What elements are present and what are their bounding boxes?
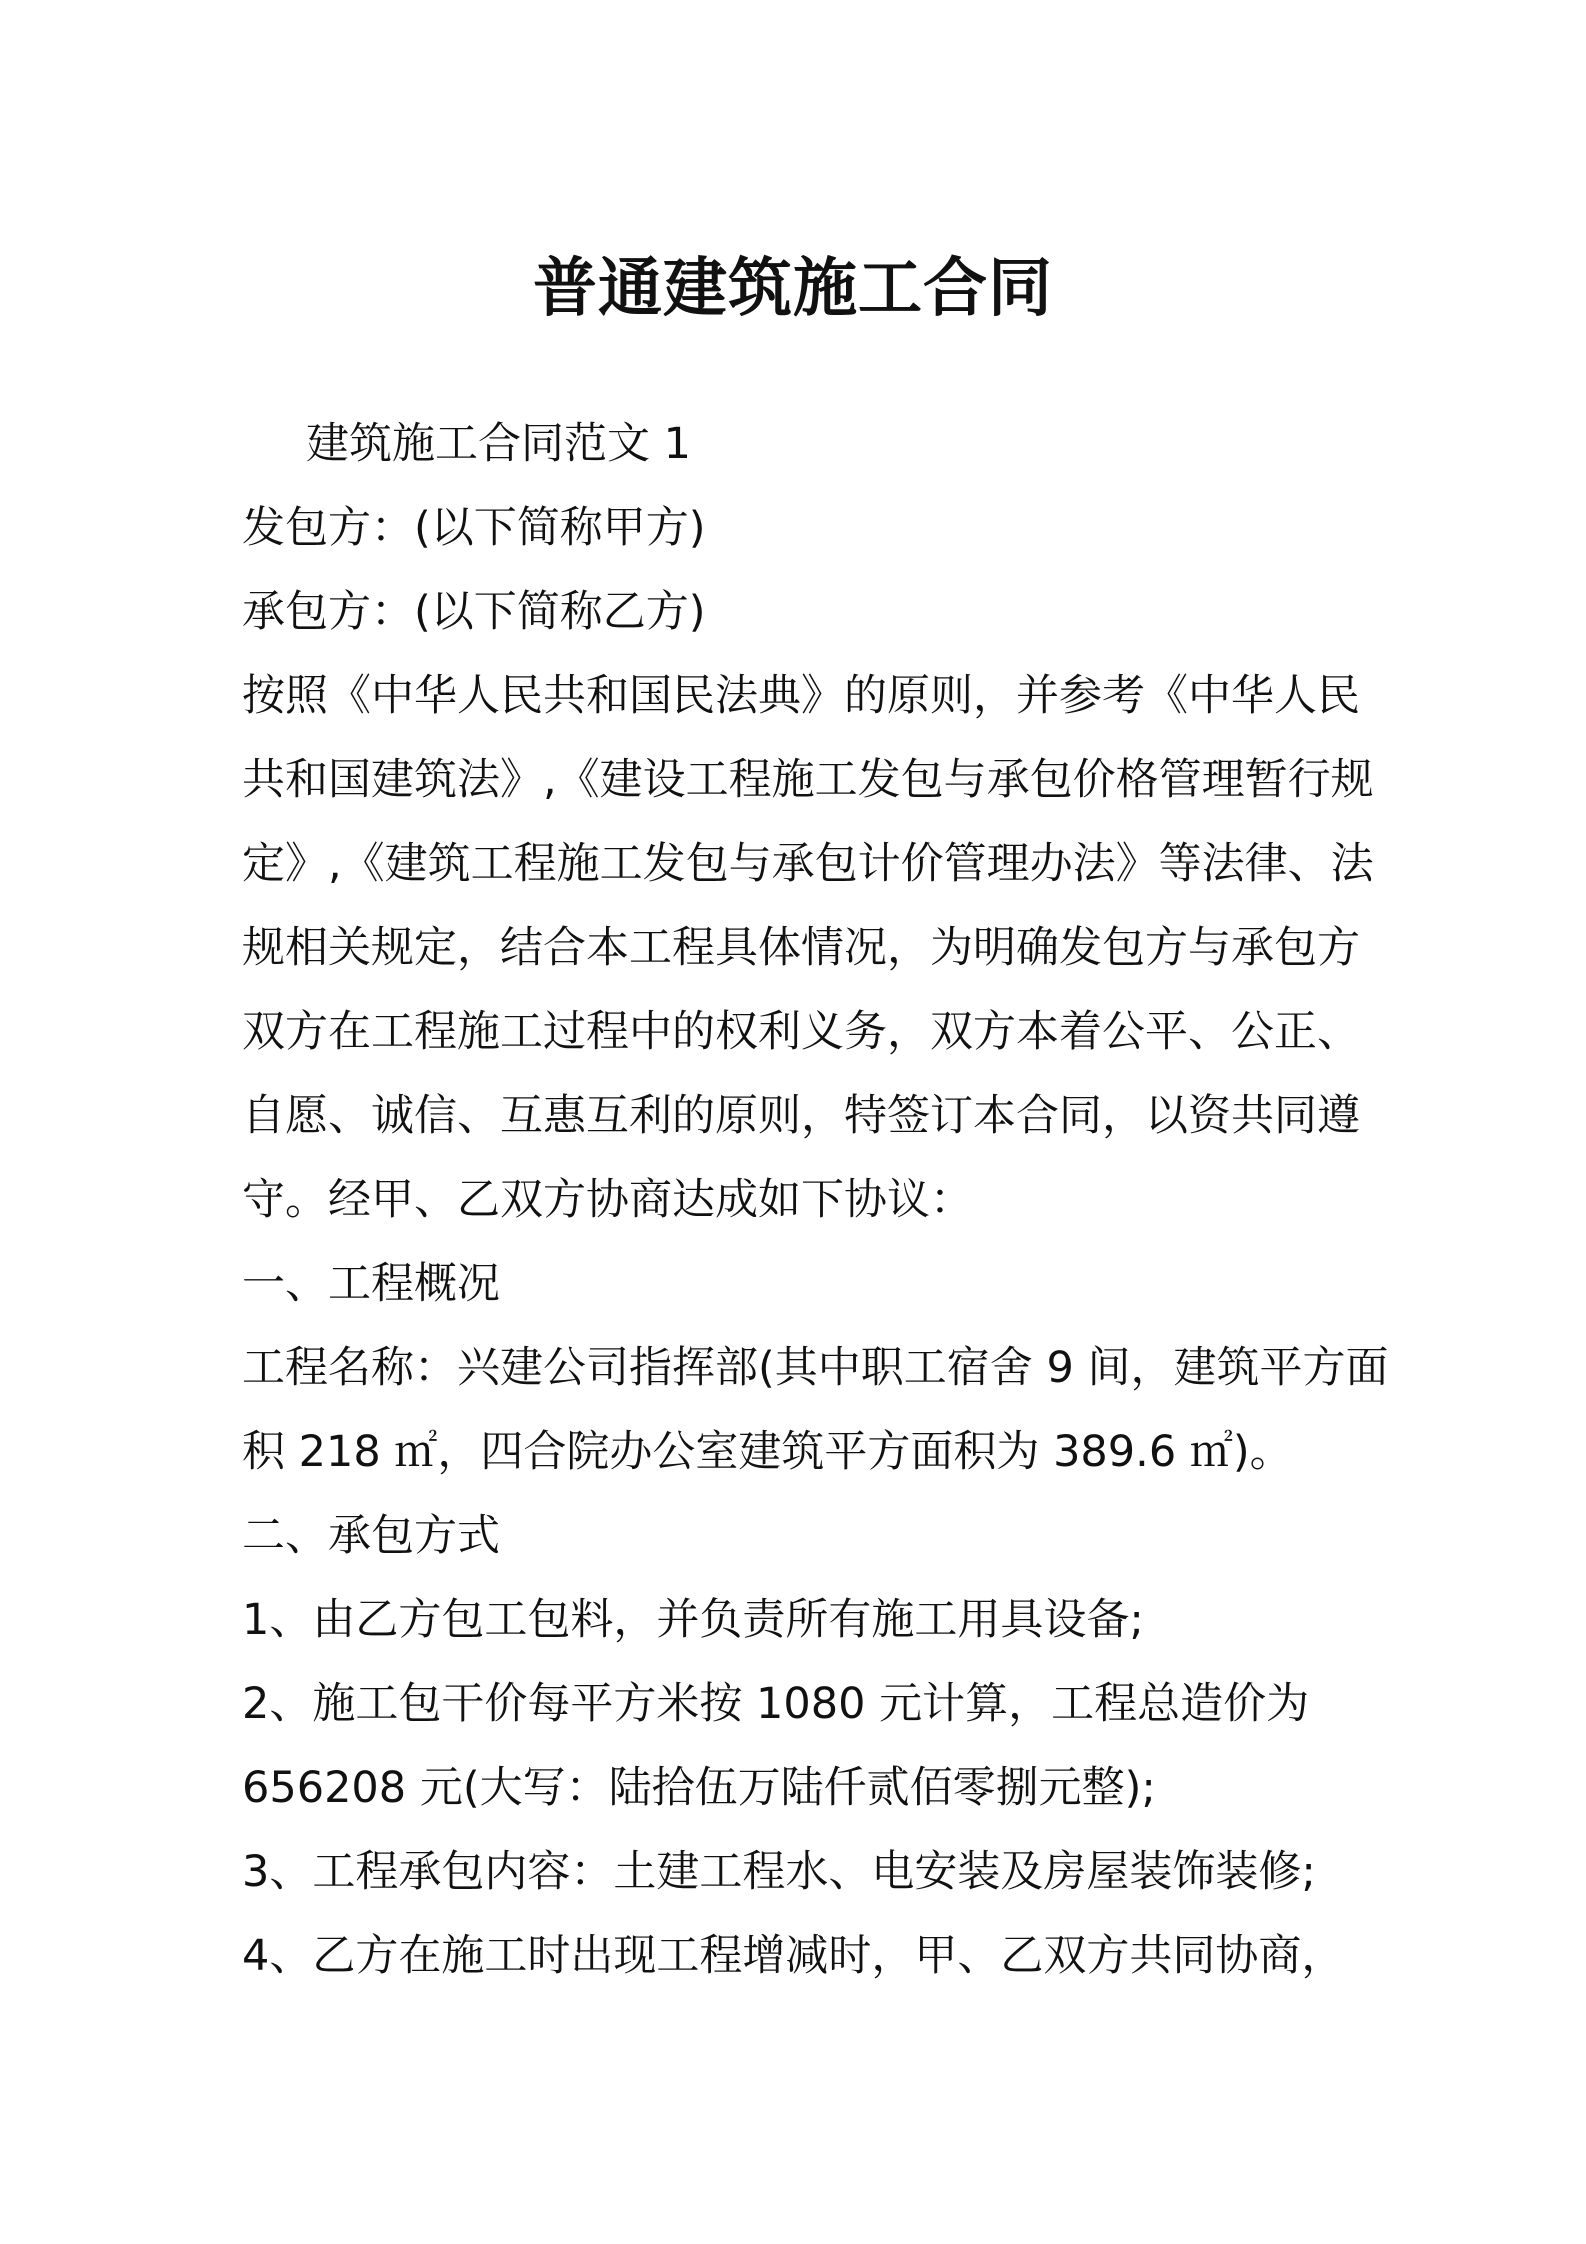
paragraph-line: 自愿、诚信、互惠互利的原则，特签订本合同，以资共同遵 [242, 1091, 1360, 1141]
project-name-line: 工程名称：兴建公司指挥部(其中职工宿舍 9 间，建筑平方面 [242, 1343, 1389, 1393]
document-title: 普通建筑施工合同 [533, 252, 1053, 326]
paragraph-line: 按照《中华人民共和国民法典》的原则，并参考《中华人民 [242, 671, 1360, 721]
project-area-line: 积 218 ㎡，四合院办公室建筑平方面积为 389.6 ㎡)。 [242, 1427, 1293, 1477]
paragraph-line: 守。经甲、乙双方协商达成如下协议： [242, 1175, 973, 1225]
document-body [242, 402, 1389, 1998]
clause-2-line-2: 656208 元(大写：陆拾伍万陆仟贰佰零捌元整); [242, 1763, 1156, 1813]
paragraph-line: 共和国建筑法》,《建设工程施工发包与承包价格管理暂行规 [242, 755, 1374, 805]
sample-heading: 建筑施工合同范文 1 [306, 419, 692, 469]
clause-3: 3、工程承包内容：土建工程水、电安装及房屋装饰装修; [242, 1847, 1316, 1897]
clause-2-line-1: 2、施工包干价每平方米按 1080 元计算，工程总造价为 [242, 1679, 1310, 1729]
section-heading-contract-method: 二、承包方式 [242, 1511, 500, 1561]
section-heading-project-overview: 一、工程概况 [242, 1259, 500, 1309]
clause-1: 1、由乙方包工包料，并负责所有施工用具设备; [242, 1595, 1144, 1645]
party-b-line: 承包方：(以下简称乙方) [242, 587, 706, 637]
party-a-line: 发包方：(以下简称甲方) [242, 503, 706, 553]
paragraph-line: 定》,《建筑工程施工发包与承包计价管理办法》等法律、法 [242, 839, 1374, 889]
paragraph-line: 规相关规定，结合本工程具体情况，为明确发包方与承包方 [242, 923, 1360, 973]
paragraph-line: 双方在工程施工过程中的权利义务，双方本着公平、公正、 [242, 1007, 1360, 1057]
clause-4: 4、乙方在施工时出现工程增减时，甲、乙双方共同协商， [242, 1931, 1345, 1981]
